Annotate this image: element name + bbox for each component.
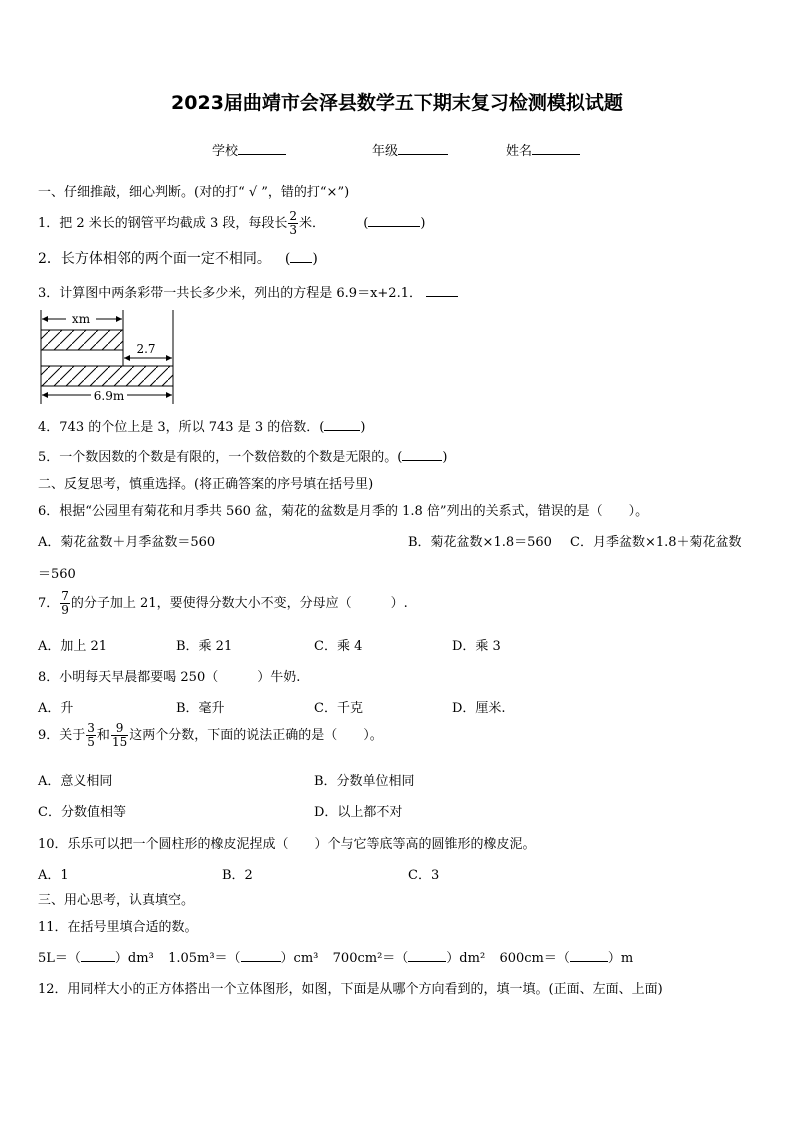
- q8-option-d: D．厘米.: [452, 701, 506, 716]
- question-8: 8．小明每天早晨都要喝 250（ ）牛奶.: [38, 670, 301, 685]
- question-5: 5．一个数因数的个数是有限的，一个数倍数的个数是无限的。( ): [38, 450, 448, 465]
- question-11: 11．在括号里填合适的数。: [38, 920, 198, 935]
- q10-option-a: A．1: [38, 868, 69, 883]
- q11-fill-row: 5L＝（ ）dm³ 1.05m³＝（ ）cm³ 700cm²＝（ ）dm² 600cm＝（ ）m: [38, 951, 634, 966]
- school-field: 学校: [212, 140, 286, 159]
- q6-option-b: B．菊花盆数×1.8＝560: [408, 535, 552, 550]
- name-field: 姓名: [506, 140, 580, 159]
- fraction-2-3: $\frac{2}{3}$: [289, 209, 297, 237]
- q7-option-c: C．乘 4: [314, 639, 363, 654]
- q9-option-b: B．分数单位相同: [314, 774, 415, 789]
- question-1: 1．把 2 米长的钢管平均截成 3 段，每段长 $\frac{2}{3}$ 米． ( ): [38, 209, 426, 237]
- label-2-7: 2.7: [136, 342, 156, 356]
- q8-option-a: A．升: [38, 701, 74, 716]
- question-2: 2．长方体相邻的两个面一定不相同。 ( ): [38, 251, 318, 267]
- q8-option-b: B．毫升: [176, 701, 225, 716]
- label-xm: xm: [71, 312, 91, 326]
- fraction-3-5: $\frac{3}{5}$: [87, 721, 95, 749]
- q7-option-a: A．加上 21: [38, 639, 108, 654]
- question-7: 7． $\frac{7}{9}$ 的分子加上 21，要使得分数大小不变，分母应（ ）.: [38, 589, 408, 617]
- top-ribbon: [41, 330, 123, 350]
- q9-option-a: A．意义相同: [38, 774, 113, 789]
- page-title: 2023届曲靖市会泽县数学五下期末复习检测模拟试题: [171, 92, 623, 114]
- question-4: 4．743 的个位上是 3，所以 743 是 3 的倍数．( ): [38, 420, 366, 435]
- question-10: 10．乐乐可以把一个圆柱形的橡皮泥捏成（ ）个与它等底等高的圆锥形的橡皮泥。: [38, 837, 536, 852]
- fraction-9-15: $\frac{9}{15}$: [111, 721, 128, 749]
- ribbon-diagram: [36, 308, 181, 408]
- q8-option-c: C．千克: [314, 701, 363, 716]
- section-3-heading: 三、用心思考，认真填空。: [38, 893, 195, 908]
- q6-option-a: A．菊花盆数＋月季盆数＝560: [38, 535, 216, 550]
- grade-field: 年级: [372, 140, 448, 159]
- q10-option-b: B．2: [222, 868, 253, 883]
- q6-option-c: C．月季盆数×1.8＋菊花盆数: [570, 535, 742, 550]
- label-6-9m: 6.9m: [93, 389, 125, 403]
- fraction-7-9: $\frac{7}{9}$: [61, 589, 69, 617]
- question-6: 6．根据“公园里有菊花和月季共 560 盆，菊花的盆数是月季的 1.8 倍”列出的关系式，错误的是（ ）。: [38, 504, 649, 519]
- bottom-ribbon: [41, 366, 173, 386]
- q9-option-d: D．以上都不对: [314, 805, 403, 820]
- question-9: 9．关于 $\frac{3}{5}$ 和 $\frac{9}{15}$ 这两个分数，下面的说法正确的是（ ）。: [38, 721, 383, 749]
- q7-option-d: D．乘 3: [452, 639, 501, 654]
- q6-option-c-continued: ＝560: [38, 567, 76, 582]
- question-12: 12．用同样大小的正方体搭出一个立体图形，如图，下面是从哪个方向看到的，填一填。(正面、左面、上面): [38, 982, 663, 997]
- question-3: 3．计算图中两条彩带一共长多少米，列出的方程是 6.9＝x+2.1．: [38, 282, 458, 301]
- section-2-heading: 二、反复思考，慎重选择。(将正确答案的序号填在括号里): [38, 477, 374, 492]
- q9-option-c: C．分数值相等: [38, 805, 126, 820]
- q10-option-c: C．3: [408, 868, 440, 883]
- section-1-heading: 一、仔细推敲，细心判断。(对的打“ √ ”，错的打“×”): [38, 185, 350, 200]
- q7-option-b: B．乘 21: [176, 639, 233, 654]
